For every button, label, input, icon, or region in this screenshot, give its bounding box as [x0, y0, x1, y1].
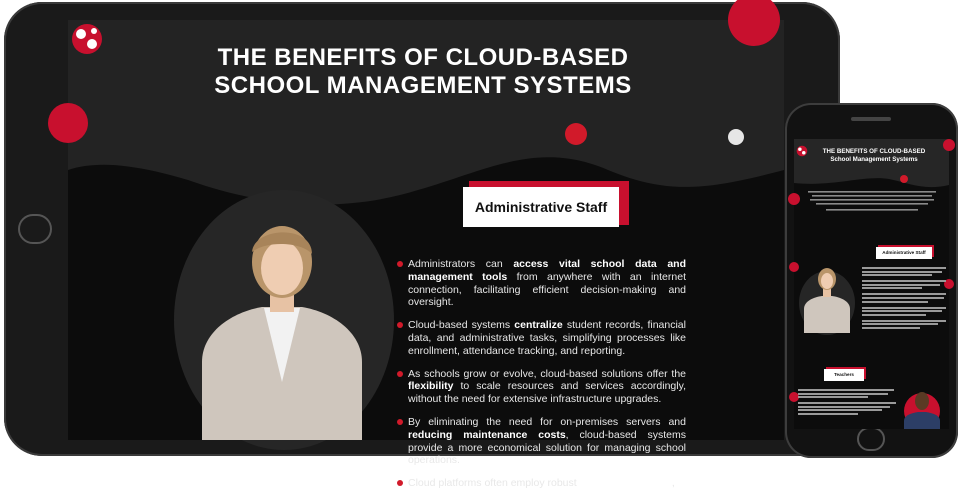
- phone-teachers-list: [798, 389, 898, 417]
- page-title: [158, 44, 688, 100]
- section-badge-label: Administrative Staff: [463, 187, 619, 227]
- phone-teacher-portrait-image: [898, 383, 946, 429]
- tablet-home-button[interactable]: [18, 214, 52, 244]
- page-title-line1: THE BENEFITS OF CLOUD-BASED: [217, 44, 629, 71]
- phone-speaker: [851, 117, 891, 121]
- phone-page-title: [814, 148, 934, 163]
- phone-brand-logo-icon: [796, 145, 808, 157]
- brand-logo-icon: [70, 22, 104, 56]
- phone-home-button[interactable]: [857, 427, 885, 451]
- administrator-portrait-image: [162, 212, 402, 440]
- phone-benefits-list: [862, 267, 946, 331]
- list-item: By eliminating the need for on-premises servers and reducing maintenance costs, cloud-based systems provide a more economical solution for managing school operations.: [396, 416, 686, 467]
- phone-screen: [794, 139, 949, 429]
- benefits-list: [396, 258, 686, 500]
- section-badge: [463, 183, 631, 229]
- phone-title-line1: THE BENEFITS OF CLOUD-BASED: [822, 148, 926, 155]
- list-item: As schools grow or evolve, cloud-based solutions offer the flexibility to scale resources and services accordingly, without the need for extensive infrastructure upgrades.: [396, 368, 686, 406]
- phone-title-line2: School Management Systems: [830, 155, 918, 163]
- phone-teachers-badge: Teachers: [824, 369, 864, 381]
- tablet-device: [4, 2, 840, 490]
- list-item: Cloud platforms often employ robust security measures,: [396, 477, 686, 490]
- list-item: Administrators can access vital school data and management tools from anywhere with an internet connection, facilitating efficient decision-making and oversight.: [396, 258, 686, 309]
- list-item: Cloud-based systems centralize student records, financial data, and administrative tasks, simplifying processes like enrollment, attendance tracking, and reporting.: [396, 319, 686, 357]
- page-title-line2: SCHOOL MANAGEMENT SYSTEMS: [214, 72, 632, 99]
- phone-intro-text-block: [806, 189, 938, 213]
- phone-device: [785, 103, 958, 458]
- phone-administrator-portrait-image: [796, 259, 858, 333]
- phone-section-badge: Administrative Staff: [876, 247, 932, 259]
- tablet-screen: [68, 20, 784, 490]
